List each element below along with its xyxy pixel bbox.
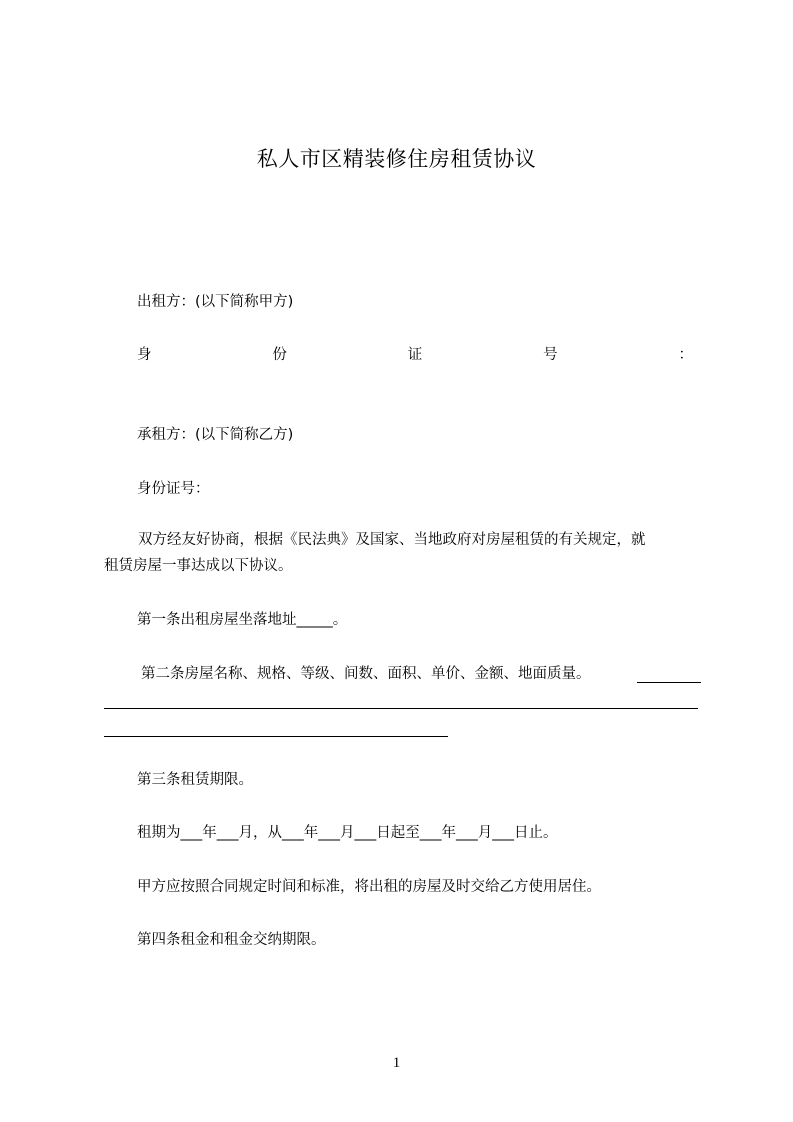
lessor-id-char: 号: [543, 347, 558, 363]
lease-term: 租期为___年___月，从___年___月___日起至___年___月___日止。: [137, 825, 558, 841]
lessor-id-line: [137, 344, 693, 366]
handover-clause: 甲方应按照合同规定时间和标准，将出租的房屋及时交给乙方使用居住。: [137, 879, 601, 895]
lessor-id-char: ：: [678, 347, 693, 363]
article-3: 第三条租赁期限。: [137, 772, 253, 788]
article-2: 第二条房屋名称、规格、等级、间数、面积、单价、金额、地面质量。: [141, 666, 591, 682]
lessee-line: 承租方：(以下简称乙方): [137, 427, 294, 443]
article-2-blank-line: [637, 682, 701, 683]
lessor-line: 出租方：(以下简称甲方): [137, 294, 294, 310]
article-4: 第四条租金和租金交纳期限。: [137, 932, 326, 948]
document-title: 私人市区精装修住房租赁协议: [256, 147, 537, 171]
lessor-id-char: 证: [407, 347, 423, 363]
intro-line-2: 租赁房屋一事达成以下协议。: [104, 558, 293, 574]
intro-line-1: 双方经友好协商，根据《民法典》及国家、当地政府对房屋租赁的有关规定，就: [138, 532, 646, 548]
lessor-id-char: 身: [137, 347, 152, 363]
lessee-id-line: 身份证号：: [137, 481, 210, 497]
article-1: 第一条出租房屋坐落地址_____。: [137, 612, 348, 628]
article-2-blank-line: [104, 708, 698, 709]
page-number: 1: [392, 1055, 401, 1071]
article-2-blank-line: [104, 736, 448, 737]
intro-paragraph: [104, 527, 704, 579]
lessor-id-char: 份: [272, 347, 287, 363]
